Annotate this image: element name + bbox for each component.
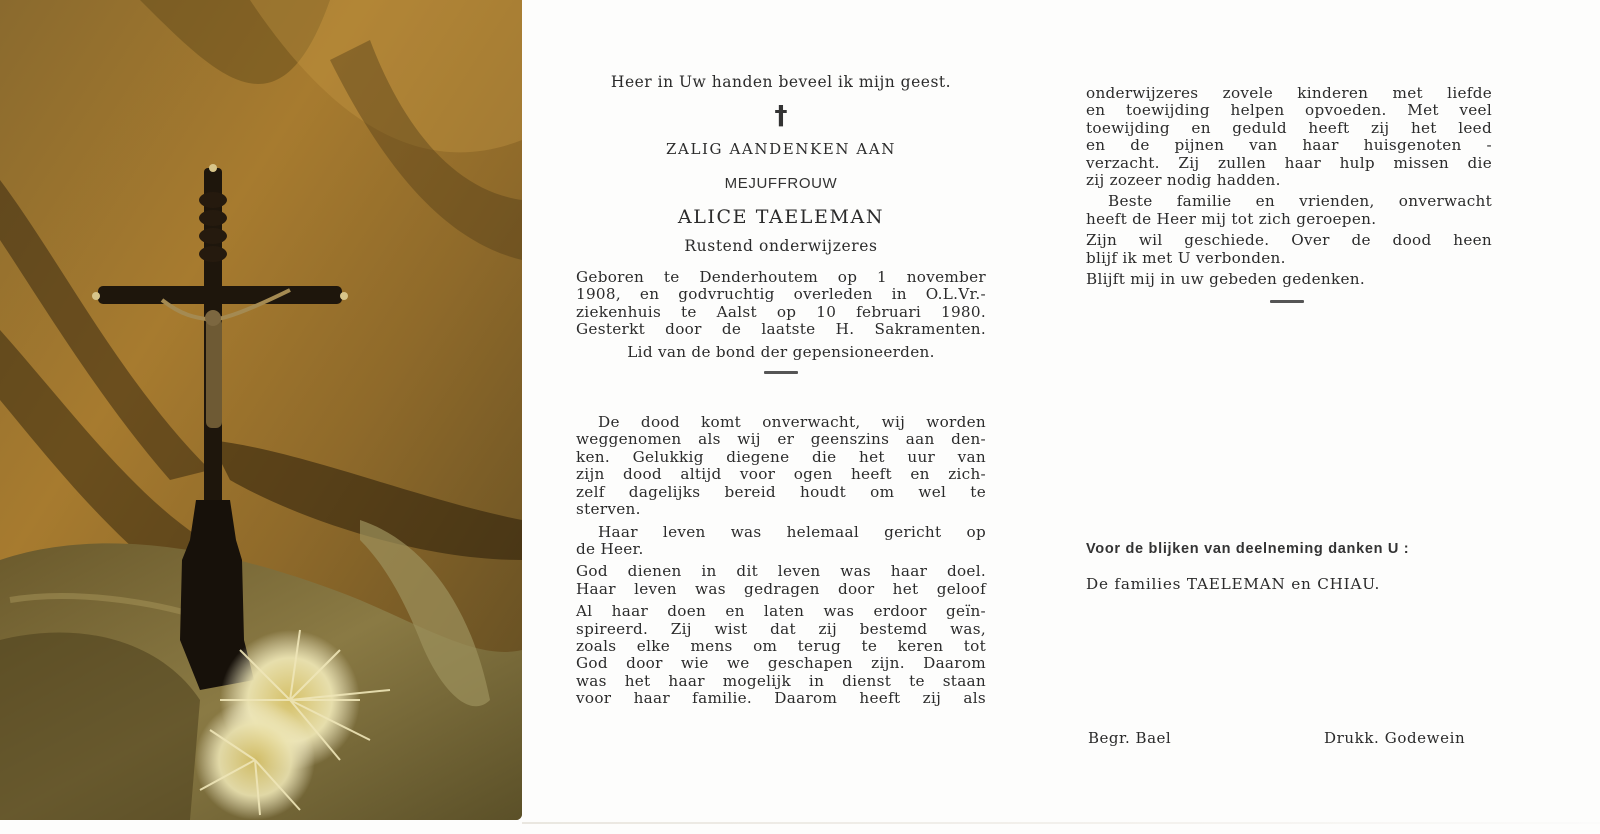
text-line: zij zozeer nodig hadden. <box>1086 171 1281 190</box>
text-line: zijn dood altijd voor ogen heeft en zich- <box>576 465 986 484</box>
photo-illustration <box>0 0 522 820</box>
text-line: zelf dagelijks bereid houdt om wel te <box>576 482 986 501</box>
undertaker-credit: Begr. Bael <box>1088 729 1172 747</box>
text-line: Beste familie en vrienden, onverwacht <box>1108 192 1492 211</box>
family-names: De families TAELEMAN en CHIAU. <box>1086 575 1381 593</box>
text-line: verzacht. Zij zullen haar hulp missen die <box>1086 153 1492 172</box>
text-line: God dienen in dit leven was haar doel. <box>576 562 986 581</box>
text-line: blijf ik met U verbonden. <box>1086 248 1286 267</box>
acknowledgement: Voor de blijken van deelneming danken U : <box>1086 541 1410 557</box>
text-line: was het haar mogelijk in dienst te staan <box>576 671 986 690</box>
cross-icon: † <box>774 101 788 132</box>
membership: Lid van de bond der gepensioneerden. <box>627 342 935 361</box>
bio-line: Geboren te Denderhoutem op 1 november <box>576 268 986 287</box>
biography <box>576 269 986 339</box>
meditation-p3 <box>576 563 986 598</box>
bio-line: ziekenhuis te Aalst op 10 februari 1980. <box>576 302 986 321</box>
divider <box>1270 300 1304 303</box>
bio-line: Gesterkt door de laatste H. Sakramenten. <box>576 320 986 339</box>
text-line: heeft de Heer mij tot zich geroepen. <box>1086 209 1377 228</box>
epigraph: Heer in Uw handen beveel ik mijn geest. <box>610 73 952 91</box>
text-line: en toewijding helpen opvoeden. Met veel <box>1086 101 1492 120</box>
text-line: onderwijzeres zovele kinderen met liefde <box>1086 84 1492 102</box>
text-line: ken. Gelukkig diegene die het uur van <box>576 447 986 466</box>
text-line: spireerd. Zij wist dat zij bestemd was, <box>576 619 986 638</box>
card-bottom-edge <box>522 822 1600 824</box>
deceased-name: ALICE TAELEMAN <box>677 206 885 229</box>
text-line: voor haar familie. Daarom heeft zij als <box>576 689 986 708</box>
text-line: toewijding en geduld heeft zij het leed <box>1086 118 1492 137</box>
right-p4 <box>1086 271 1492 288</box>
text-line: zoals elke mens om terug te keren tot <box>576 636 986 655</box>
meditation-p4 <box>576 603 986 707</box>
text-line: Haar leven was gedragen door het geloof <box>576 579 986 598</box>
devotional-photo <box>0 0 522 820</box>
text-line: de Heer. <box>576 539 644 558</box>
text-line: God door wie we geschapen zijn. Daarom <box>576 654 986 673</box>
text-line: sterven. <box>576 500 641 519</box>
middle-column <box>576 70 986 708</box>
right-p1 <box>1086 85 1492 189</box>
deceased-occupation: Rustend onderwijzeres <box>684 236 878 255</box>
text-line: Blijft mij in uw gebeden gedenken. <box>1086 270 1365 289</box>
text-line: Zijn wil geschiede. Over de dood heen <box>1086 231 1492 250</box>
text-line: De dood komt onverwacht, wij worden <box>598 413 986 432</box>
meditation-p1 <box>576 414 986 518</box>
text-line: Al haar doen en laten was erdoor geïn- <box>576 602 986 621</box>
text-line: Haar leven was helemaal gericht op <box>598 522 986 541</box>
text-line: en de pijnen van haar huisgenoten - <box>1086 136 1492 155</box>
bio-line: 1908, en godvruchtig overleden in O.L.Vr.- <box>576 285 986 304</box>
printer-credit: Drukk. Godewein <box>1324 729 1466 747</box>
memorial-heading: ZALIG AANDENKEN AAN <box>665 140 897 159</box>
right-column <box>1086 85 1492 303</box>
honorific: MEJUFFROUW <box>724 174 838 192</box>
text-line: weggenomen als wij er geenszins aan den- <box>576 430 986 449</box>
right-p3 <box>1086 232 1492 267</box>
divider <box>764 371 798 374</box>
right-p2 <box>1086 193 1492 228</box>
meditation-p2 <box>576 524 986 559</box>
